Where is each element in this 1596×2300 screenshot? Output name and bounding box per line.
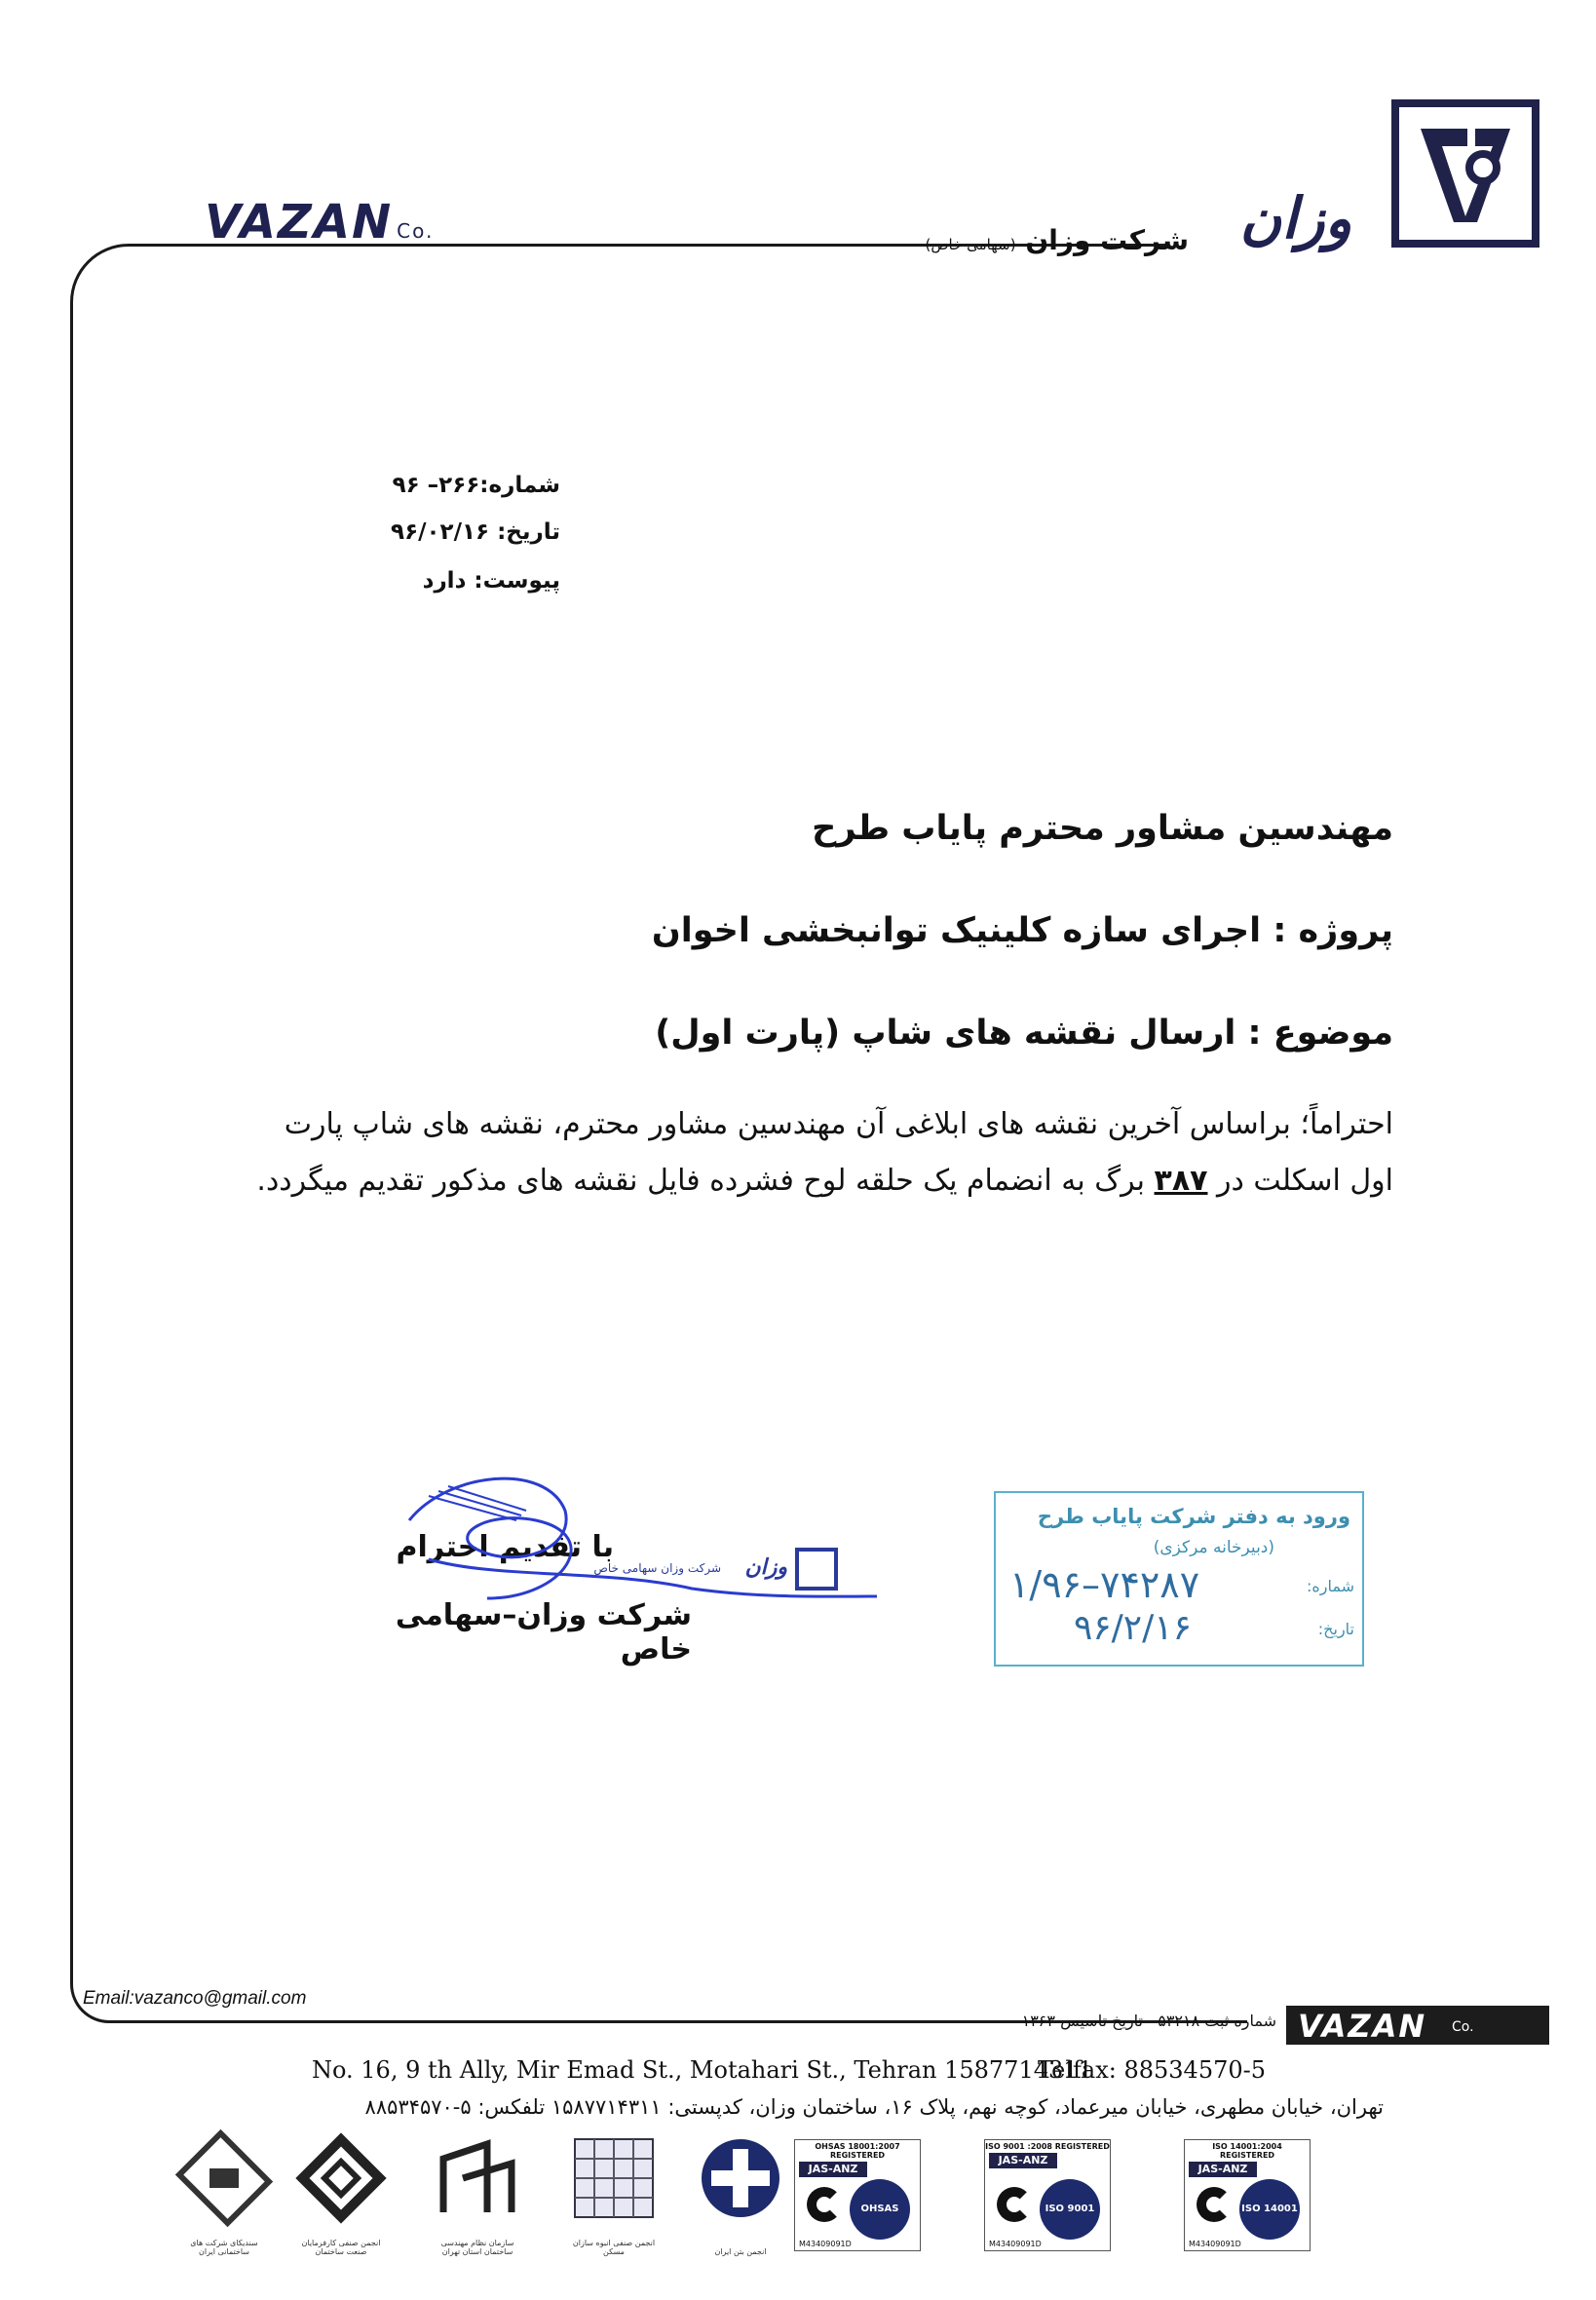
association-logo-5: انجمن بتن ایران xyxy=(692,2129,789,2256)
closing-company: شرکت وزان–سهامی خاص xyxy=(395,1598,692,1667)
body-line-2: اول اسکلت در ۳۸۷ برگ به انضمام یک حلقه لوح فشرده فایل نقشه های مذکور تقدیم میگردد. xyxy=(256,1164,1393,1198)
letter-date: تاریخ: ۹۶/۰۲/۱۶ xyxy=(391,519,560,545)
footer-registration: شماره ثبت ۵۳۲۱۸ تاریخ تاسیس ۱۳۶۳ xyxy=(1021,2012,1276,2030)
reception-stamp xyxy=(994,1491,1364,1667)
seal-logo-text: وزان xyxy=(744,1555,787,1580)
footer-brand-bar: VAZAN Co. xyxy=(1286,2006,1549,2045)
association-logo-3: سازمان نظام مهندسی ساختمان استان تهران xyxy=(429,2129,526,2256)
company-name-fa: شرکت وزان (سهامی خاص) xyxy=(925,224,1189,256)
handwritten-signature xyxy=(370,1462,896,1657)
association-logo-1: سندیکای شرکت های ساختمانی ایران xyxy=(175,2129,273,2256)
footer-email: Email:vazanco@gmail.com xyxy=(83,1988,307,2009)
cert-c-icon xyxy=(807,2187,842,2222)
cert-iso14001: ISO 14001:2004 REGISTERED JAS-ANZ ISO 14001 M43409091D xyxy=(1184,2139,1311,2251)
brand-logo-fa: وزان xyxy=(1239,185,1352,251)
closing-greeting: با تقدیم احترام xyxy=(396,1530,614,1564)
sheet-count: ۳۸۷ xyxy=(1154,1164,1208,1198)
body-line-1: احتراماً؛ براساس آخرین نقشه های ابلاغی آن مهندسین مشاور محترم، نقشه های شاپ پارت xyxy=(284,1107,1393,1141)
footer-address-fa: تهران، خیابان مطهری، خیابان میرعماد، کوچه نهم، پلاک ۱۶، ساختمان وزان، کدپستی: ۱۵۸۷۷۱۴۳۱۱ تلفکس: ۵-۸۸۵۳۴۵۷۰ xyxy=(364,2095,1384,2119)
stamp-date-value: ۹۶/۲/۱۶ xyxy=(1074,1608,1192,1648)
stamp-number-label: شماره: xyxy=(1306,1577,1354,1595)
letter-recipient: مهندسین مشاور محترم پایاب طرح xyxy=(812,809,1393,848)
ohsas-seal-icon: OHSAS 18001 xyxy=(850,2179,910,2240)
cert-ohsas: OHSAS 18001:2007 REGISTERED JAS-ANZ OHSAS 18001 M43409091D xyxy=(794,2139,921,2251)
brand-logo-en: VAZAN Co. xyxy=(205,195,435,249)
footer-telfax-en: Telfax: 88534570-5 xyxy=(1038,2056,1266,2084)
cert-c-icon xyxy=(1197,2187,1232,2222)
iso14001-seal-icon: ISO 14001 xyxy=(1239,2179,1300,2240)
stamp-number-value: ۷۴۲۸۷–۱/۹۶ xyxy=(1009,1563,1200,1606)
association-logo-2: انجمن صنفی کارفرمایان صنعت ساختمان xyxy=(292,2129,390,2256)
association-logo-4: انجمن صنفی انبوه سازان مسکن xyxy=(565,2129,663,2256)
letter-subject: موضوع : ارسال نقشه های شاپ (پارت اول) xyxy=(655,1014,1393,1053)
cert-iso9001: ISO 9001 :2008 REGISTERED JAS-ANZ ISO 9001 M43409091D xyxy=(984,2139,1111,2251)
letter-project: پروژه : اجرای سازه کلینیک توانبخشی اخوان xyxy=(651,911,1393,950)
letter-attachment: پیوست: دارد xyxy=(422,568,560,594)
company-monogram-icon xyxy=(1391,99,1539,248)
letter-body xyxy=(166,1096,1393,1209)
stamp-subtitle: (دبیرخانه مرکزی) xyxy=(1153,1538,1274,1557)
iso9001-seal-icon: ISO 9001 xyxy=(1040,2179,1100,2240)
stamp-title: ورود به دفتر شرکت پایاب طرح xyxy=(1037,1505,1350,1528)
seal-text: شرکت وزان سهامی خاص xyxy=(593,1561,721,1575)
stamp-date-label: تاریخ: xyxy=(1317,1620,1354,1638)
letter-number: شماره:۲۶۶– ۹۶ xyxy=(392,473,560,498)
footer-address-en: No. 16, 9 th Ally, Mir Emad St., Motahari St., Tehran 1587714311 xyxy=(312,2056,1093,2084)
cert-c-icon xyxy=(997,2187,1032,2222)
